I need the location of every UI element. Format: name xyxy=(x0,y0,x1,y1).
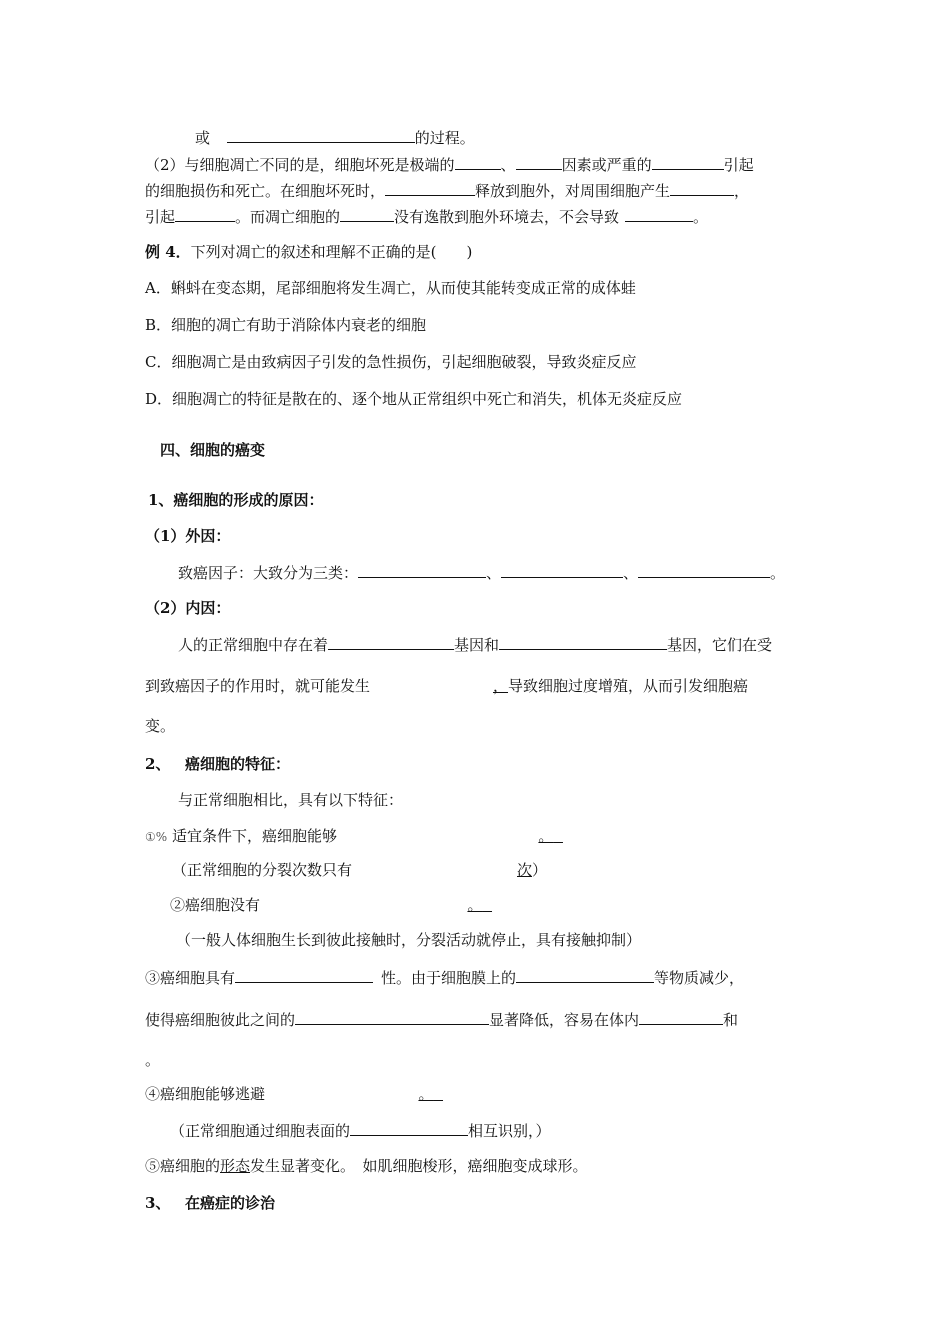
text: ） xyxy=(532,861,548,879)
text: 引起 xyxy=(145,208,176,226)
text: ④癌细胞能够逃避 xyxy=(145,1085,266,1103)
text-line xyxy=(145,1009,738,1030)
text-line xyxy=(145,967,744,988)
text: ③癌细胞具有 xyxy=(145,969,236,987)
fill-blank[interactable] xyxy=(370,676,508,696)
subheading-inner: （2）内因： xyxy=(145,599,231,617)
text: 、 xyxy=(486,564,502,582)
fill-blank[interactable] xyxy=(638,562,770,578)
text: 相互识别，） xyxy=(468,1122,551,1140)
text: 癌细胞的特征： xyxy=(185,755,291,773)
text-line xyxy=(195,127,475,148)
text: 的细胞损伤和死亡。在细胞坏死时， xyxy=(145,182,386,200)
text: ⑤癌细胞的 xyxy=(145,1157,221,1175)
text: 。 xyxy=(693,208,709,226)
text-line xyxy=(178,562,785,583)
fill-blank[interactable] xyxy=(670,180,734,196)
text: 性。由于细胞膜上的 xyxy=(381,969,517,987)
text-line: 变。 xyxy=(145,717,176,735)
subheading-outer: （1）外因： xyxy=(145,527,231,545)
text: 形态 xyxy=(220,1157,251,1175)
text: 在癌症的诊治 xyxy=(185,1194,276,1212)
fill-blank[interactable] xyxy=(639,1009,723,1025)
text-line xyxy=(145,1084,443,1104)
example-label: 例 4． xyxy=(145,243,191,261)
fill-blank[interactable] xyxy=(337,826,563,846)
text: 到致癌因子的作用时，就可能发生 xyxy=(145,677,371,695)
text-line xyxy=(145,1156,588,1176)
fill-blank[interactable] xyxy=(385,180,475,196)
text: （正常细胞的分裂次数只有 xyxy=(172,861,353,879)
text: 适宜条件下，癌细胞能够 xyxy=(171,827,337,845)
text-line xyxy=(170,895,492,915)
option-a[interactable]: A．蝌蚪在变态期，尾部细胞将发生凋亡，从而使其能转变成正常的成体蛙 xyxy=(145,279,636,297)
text: 基因和 xyxy=(454,636,500,654)
text: 基因，它们在受 xyxy=(667,636,773,654)
option-b[interactable]: B．细胞的凋亡有助于消除体内衰老的细胞 xyxy=(145,316,427,334)
option-c[interactable]: C．细胞凋亡是由致病因子引发的急性损伤，引起细胞破裂，导致炎症反应 xyxy=(145,353,637,371)
text-line: （一般人体细胞生长到彼此接触时，分裂活动就停止，具有接触抑制） xyxy=(176,931,642,949)
text: 释放到胞外，对周围细胞产生 xyxy=(475,182,671,200)
text-line: 。 xyxy=(145,1051,161,1069)
subheading-causes: 1、癌细胞的形成的原因： xyxy=(148,491,324,509)
text-line xyxy=(172,860,547,880)
fill-blank[interactable] xyxy=(340,206,394,222)
text: 引起 xyxy=(723,156,754,174)
text: ， xyxy=(734,182,750,200)
text-line: 与正常细胞相比，具有以下特征： xyxy=(178,791,404,809)
fill-blank[interactable] xyxy=(260,895,492,915)
text: （正常细胞通过细胞表面的 xyxy=(170,1122,351,1140)
text-line xyxy=(145,826,563,847)
fill-blank[interactable] xyxy=(455,154,501,170)
text-line xyxy=(145,206,708,227)
fill-blank[interactable] xyxy=(350,1120,468,1136)
text: 因素或严重的 xyxy=(561,156,652,174)
text: 致癌因子：大致分为三类： xyxy=(178,564,359,582)
text-line xyxy=(145,180,749,201)
text-line xyxy=(145,154,754,175)
text: 。而凋亡细胞的 xyxy=(235,208,341,226)
text: 的过程。 xyxy=(414,129,475,147)
text: 和 xyxy=(723,1011,739,1029)
text: 次 xyxy=(517,861,533,879)
fill-blank[interactable] xyxy=(516,154,562,170)
text: ②癌细胞没有 xyxy=(170,896,261,914)
text: （2）与细胞凋亡不同的是，细胞坏死是极端的 xyxy=(145,156,455,174)
fill-blank[interactable] xyxy=(358,562,486,578)
text: 。 xyxy=(467,896,483,914)
option-d[interactable]: D．细胞凋亡的特征是散在的、逐个地从正常组织中死亡和消失，机体无炎症反应 xyxy=(145,390,683,408)
fill-blank[interactable] xyxy=(499,634,667,650)
text: 等物质减少， xyxy=(654,969,745,987)
fill-blank[interactable] xyxy=(265,1084,443,1104)
text: 。 xyxy=(770,564,786,582)
fill-blank[interactable] xyxy=(227,127,415,143)
fill-blank[interactable] xyxy=(295,1009,489,1025)
text: 没有逸散到胞外环境去，不会导致 xyxy=(394,208,620,226)
fill-blank[interactable] xyxy=(175,206,235,222)
text: 导致细胞过度增殖，从而引发细胞癌 xyxy=(508,677,749,695)
text-line xyxy=(145,676,748,696)
fill-blank[interactable] xyxy=(516,967,654,983)
text: 。 xyxy=(418,1085,434,1103)
text-line xyxy=(170,1120,551,1141)
text: 2、 xyxy=(145,755,171,773)
fill-blank[interactable] xyxy=(501,562,623,578)
section-heading: 四、细胞的癌变 xyxy=(160,441,266,459)
text: 3、 xyxy=(145,1194,171,1212)
fill-blank[interactable] xyxy=(328,634,454,650)
question-text: 下列对凋亡的叙述和理解不正确的是( ) xyxy=(190,243,473,261)
text: 。 xyxy=(538,827,554,845)
text: 发生显著变化。 如肌细胞梭形，癌细胞变成球形。 xyxy=(250,1157,588,1175)
text: ， xyxy=(493,677,509,695)
text: 、 xyxy=(500,156,516,174)
fill-blank[interactable] xyxy=(235,967,373,983)
text: 使得癌细胞彼此之间的 xyxy=(145,1011,296,1029)
text: 、 xyxy=(623,564,639,582)
fill-blank[interactable] xyxy=(625,206,693,222)
fill-blank[interactable] xyxy=(352,860,532,880)
text: ①% xyxy=(145,830,168,844)
text: 显著降低，容易在体内 xyxy=(489,1011,640,1029)
subheading-features xyxy=(145,754,290,774)
text-line xyxy=(178,634,772,655)
example-question xyxy=(145,242,472,262)
text: 人的正常细胞中存在着 xyxy=(178,636,329,654)
text: 或 xyxy=(195,129,211,147)
subheading-diagnosis xyxy=(145,1193,275,1213)
fill-blank[interactable] xyxy=(652,154,724,170)
